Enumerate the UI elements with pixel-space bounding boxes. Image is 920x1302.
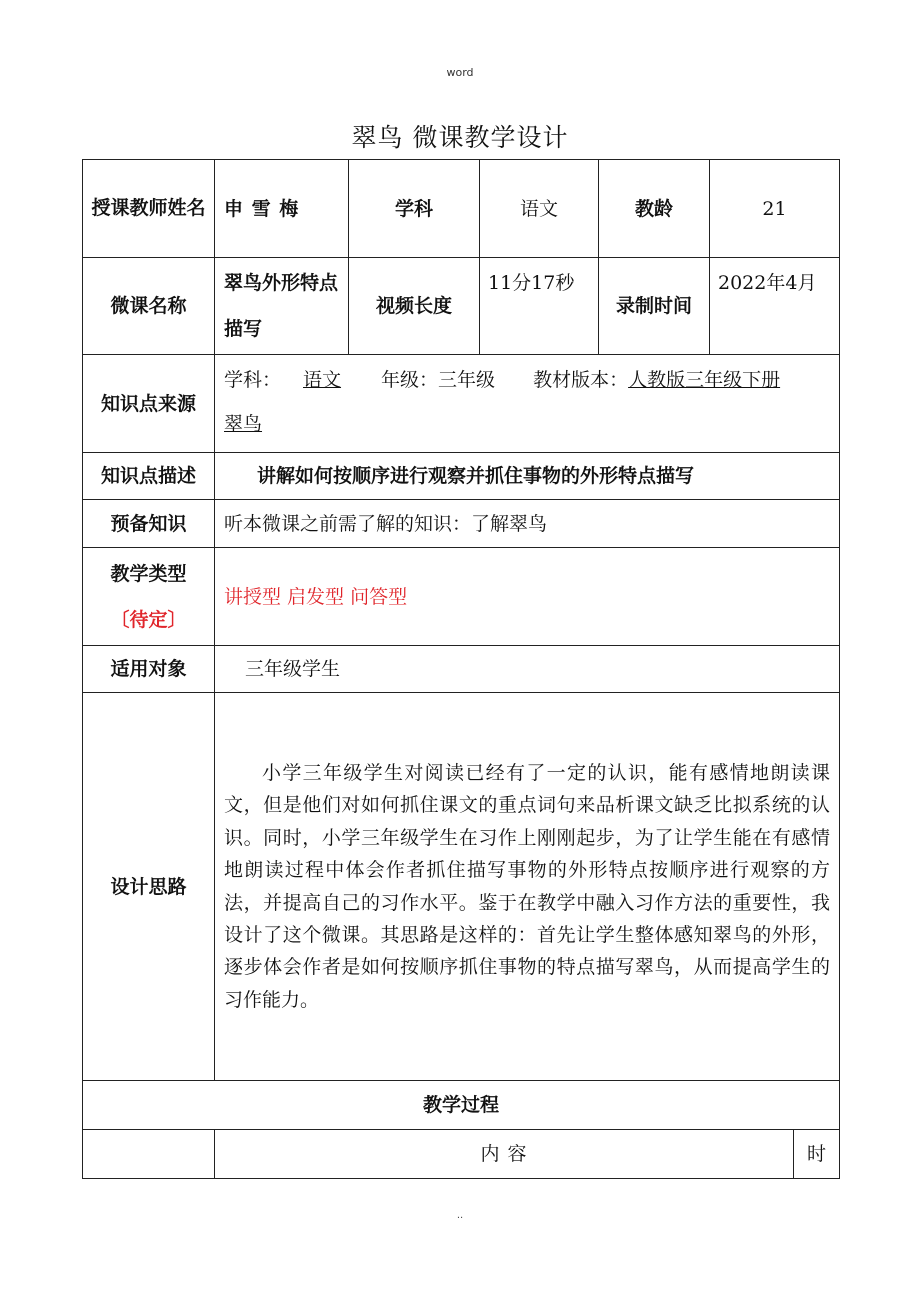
row-design-thinking bbox=[83, 693, 840, 1081]
source-lesson-value: 翠鸟 bbox=[224, 413, 263, 435]
time-column-header: 时 bbox=[794, 1130, 840, 1179]
subject-value: 语文 bbox=[480, 160, 599, 258]
record-time-value: 2022年4月 bbox=[710, 258, 840, 355]
knowledge-source-value bbox=[215, 355, 840, 453]
subject-label: 学科 bbox=[349, 160, 480, 258]
course-name-value: 翠鸟外形特点描写 bbox=[215, 258, 349, 355]
design-thinking-text: 小学三年级学生对阅读已经有了一定的认识，能有感情地朗读课文，但是他们对如何抓住课文的重点词句来品析课文缺乏比拟系统的认识。同时，小学三年级学生在习作上刚刚起步，为了让学生能在有感情地朗读过程中体会作者抓住描写事物的外形特点按顺序进行观察的方法，并提高自己的习作水平。鉴于在教学中融入习作方法的重要性，我设计了这个微课。其思路是这样的：首先让学生整体感知翠鸟的外形，逐步体会作者是如何按顺序抓住事物的特点描写翠鸟，从而提高学生的习作能力。 bbox=[224, 761, 830, 1011]
source-subject-value: 语文 bbox=[303, 369, 342, 391]
source-grade-prefix: 年级： bbox=[381, 369, 439, 391]
design-thinking-cell bbox=[215, 693, 840, 1081]
teaching-type-value: 讲授型 启发型 问答型 bbox=[215, 548, 840, 646]
knowledge-description-label: 知识点描述 bbox=[83, 453, 215, 500]
row-knowledge-source bbox=[83, 355, 840, 453]
teaching-type-label: 教学类型 bbox=[110, 562, 187, 585]
teaching-type-label-cell bbox=[83, 548, 215, 646]
prerequisite-value: 听本微课之前需了解的知识：了解翠鸟 bbox=[215, 500, 840, 548]
knowledge-source-label: 知识点来源 bbox=[83, 355, 215, 453]
design-thinking-label: 设计思路 bbox=[83, 693, 215, 1081]
document-title: 翠鸟 微课教学设计 bbox=[351, 123, 569, 152]
teaching-type-note: 〔待定〕 bbox=[110, 608, 187, 631]
page-header: word bbox=[446, 66, 474, 79]
source-edition-value: 人教版三年级下册 bbox=[628, 369, 781, 391]
prerequisite-label: 预备知识 bbox=[83, 500, 215, 548]
audience-label: 适用对象 bbox=[83, 646, 215, 693]
page-footer: .. bbox=[456, 1210, 464, 1221]
row-course-info bbox=[83, 258, 840, 355]
row-knowledge-description bbox=[83, 453, 840, 500]
record-time-label: 录制时间 bbox=[599, 258, 710, 355]
row-prerequisite bbox=[83, 500, 840, 548]
content-column-header: 内 容 bbox=[215, 1130, 794, 1179]
source-grade-value: 三年级 bbox=[438, 369, 496, 391]
source-subject-prefix: 学科： bbox=[224, 369, 282, 391]
row-audience bbox=[83, 646, 840, 693]
knowledge-description-value: 讲解如何按顺序进行观察并抓住事物的外形特点描写 bbox=[215, 453, 840, 500]
audience-value: 三年级学生 bbox=[215, 646, 840, 693]
teaching-process-heading: 教学过程 bbox=[83, 1081, 840, 1130]
teaching-age-value: 21 bbox=[710, 160, 840, 258]
video-length-value: 11分17秒 bbox=[480, 258, 599, 355]
process-empty-cell bbox=[83, 1130, 215, 1179]
source-edition-prefix: 教材版本： bbox=[533, 369, 629, 391]
course-name-label: 微课名称 bbox=[83, 258, 215, 355]
video-length-label: 视频长度 bbox=[349, 258, 480, 355]
teacher-name-value: 申 雪 梅 bbox=[215, 160, 349, 258]
lesson-design-table bbox=[82, 159, 840, 1179]
row-teacher-info bbox=[83, 160, 840, 258]
row-teaching-type bbox=[83, 548, 840, 646]
row-process-heading bbox=[83, 1081, 840, 1130]
teacher-name-label: 授课教师姓名 bbox=[83, 160, 215, 258]
row-process-columns bbox=[83, 1130, 840, 1179]
teaching-age-label: 教龄 bbox=[599, 160, 710, 258]
